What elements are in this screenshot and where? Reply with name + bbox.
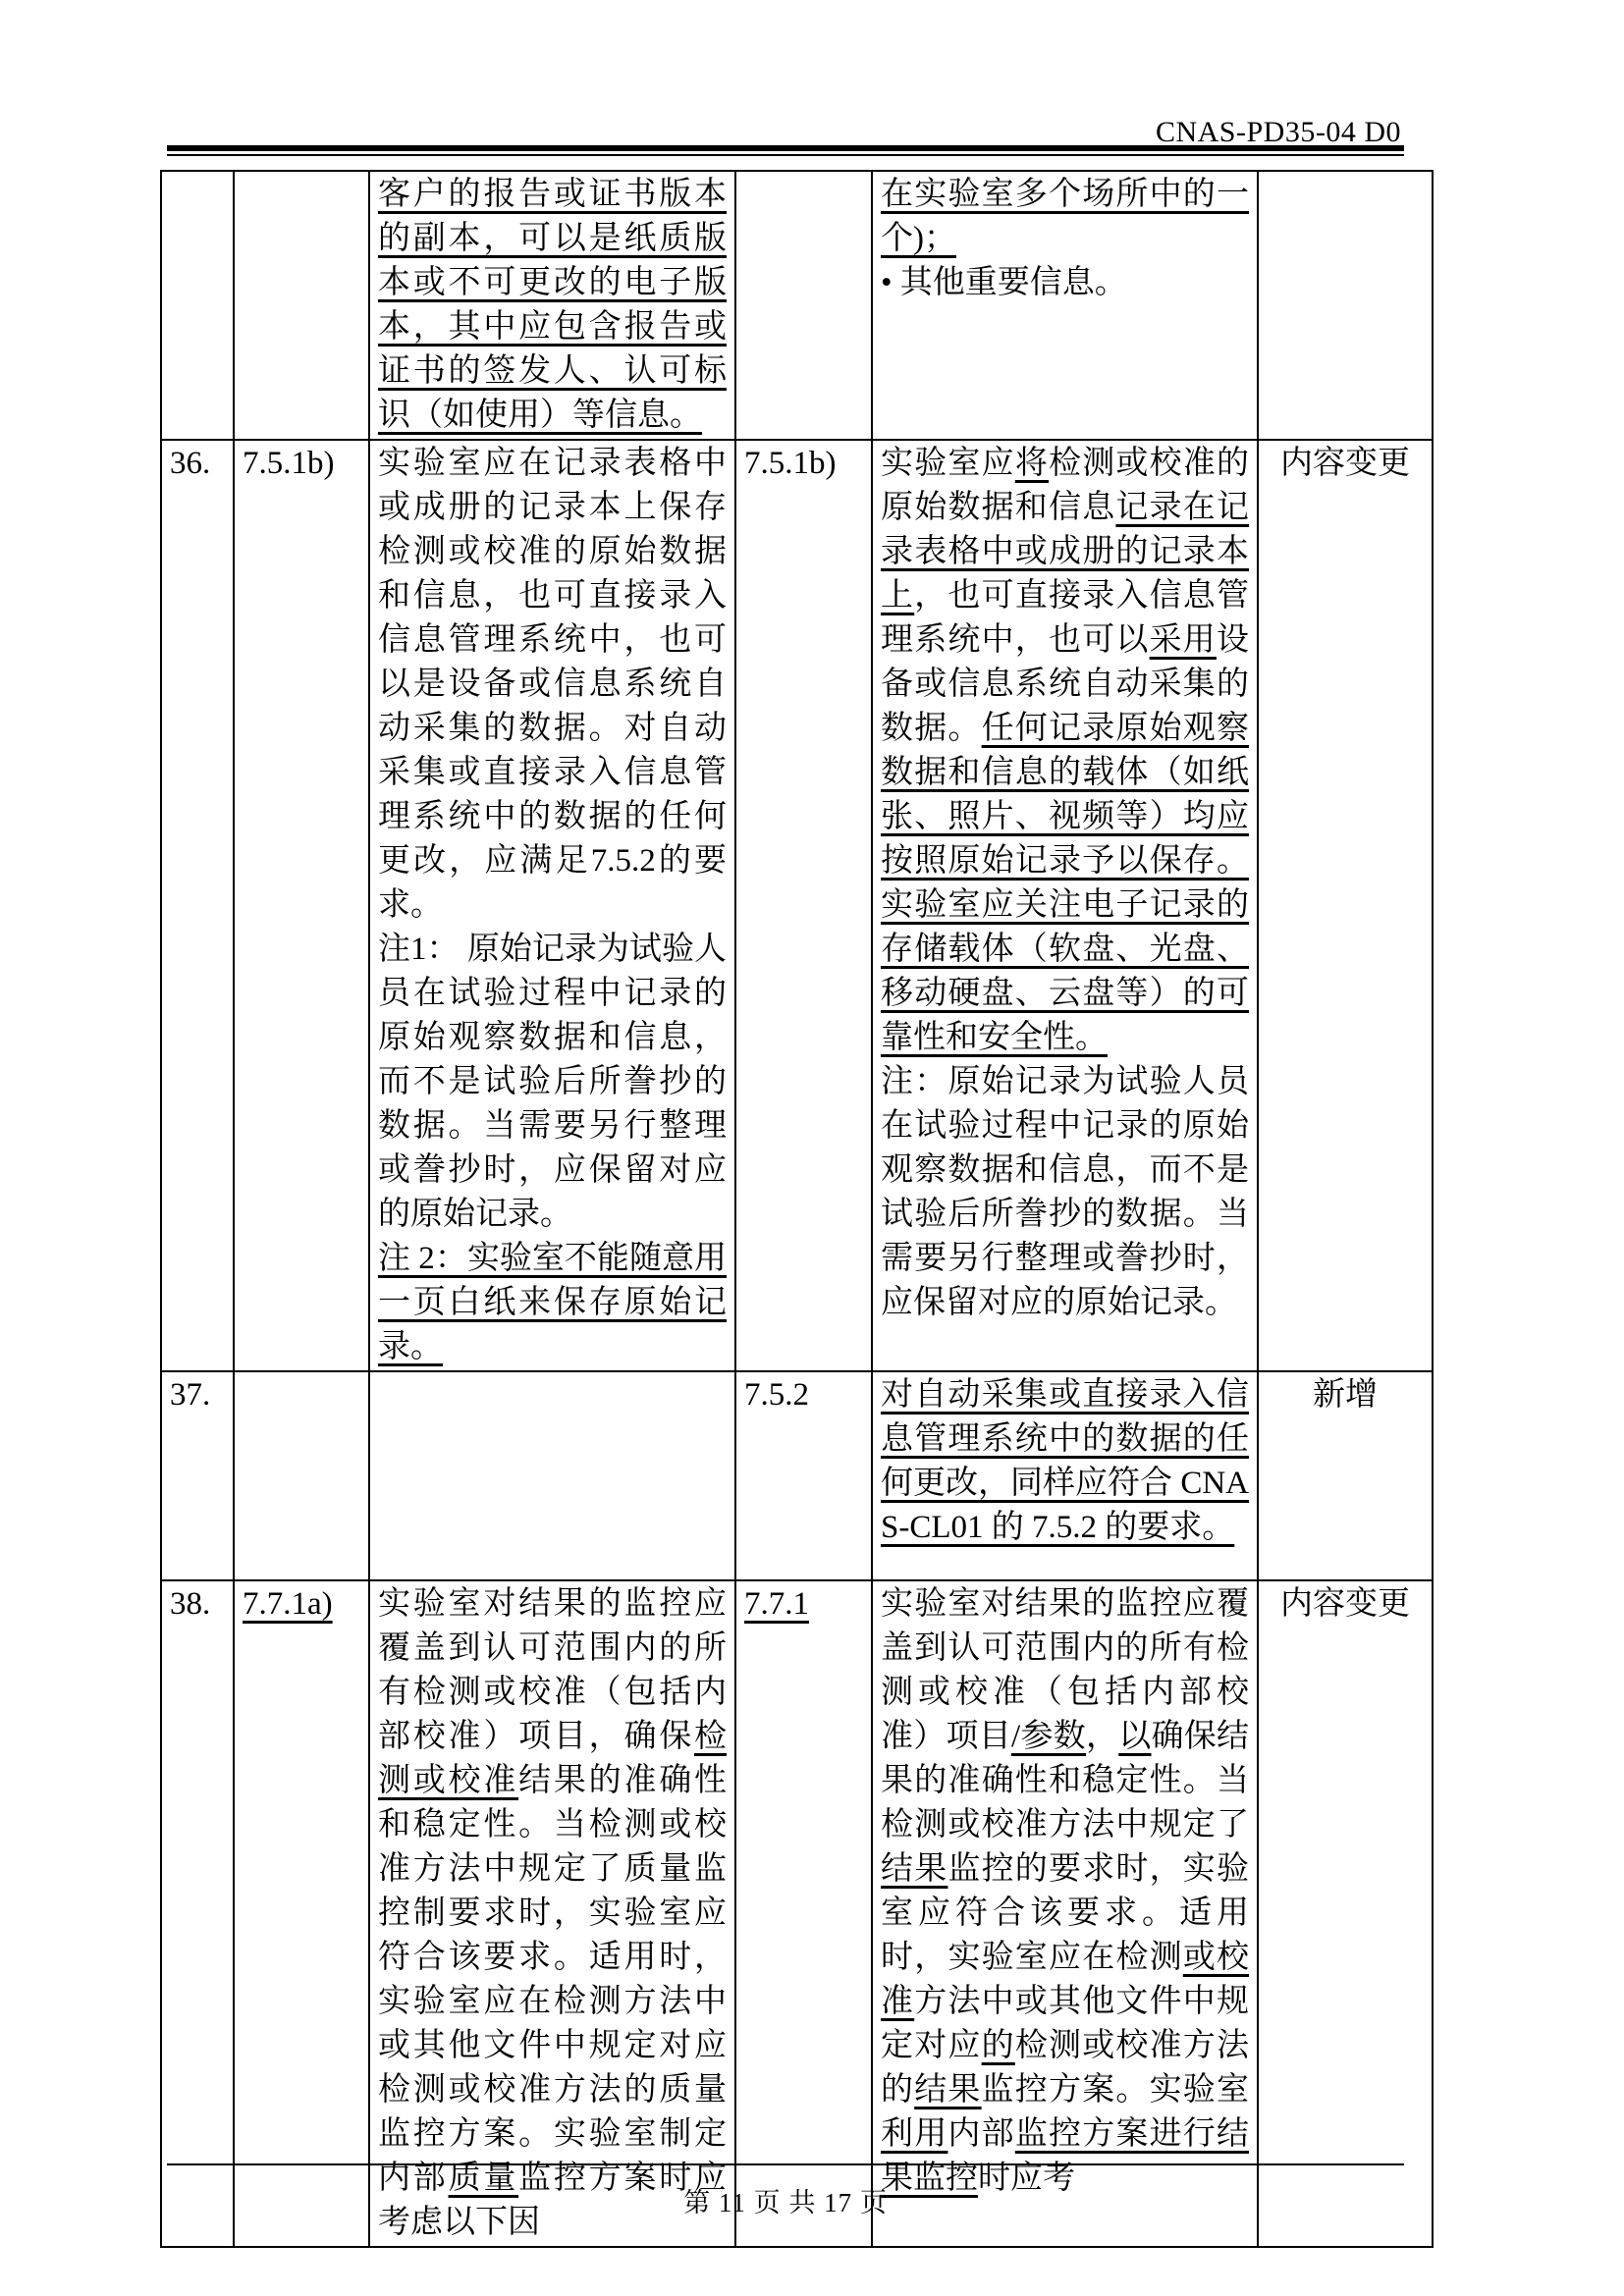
row-number-cell: 37. [161, 1371, 234, 1580]
paragraph: 在实验室多个场所中的一个)； [881, 177, 1249, 256]
old-clause-cell [234, 1580, 369, 2247]
new-text-cell [872, 171, 1258, 440]
new-clause-cell [735, 171, 872, 440]
paragraph: 注1： 原始记录为试验人员在试验过程中记录的原始观察数据和信息，而不是试验后所誊抄的数据。当需要另行整理或誊抄时，应保留对应的原始记录。 [378, 932, 727, 1232]
paragraph: • 其他重要信息。 [881, 265, 1127, 300]
new-clause: 7.5.1b) [744, 446, 837, 481]
new-text-cell [872, 440, 1258, 1371]
header-rule [167, 145, 1404, 156]
change-type-cell: 内容变更 [1258, 1580, 1433, 2247]
change-type-cell: 内容变更 [1258, 440, 1433, 1371]
table-row [161, 171, 1433, 440]
paragraph: 注 2：实验室不能随意用一页白纸来保存原始记录。 [378, 1241, 727, 1364]
old-text-cell [369, 440, 735, 1371]
new-text-cell [872, 1580, 1258, 2247]
paragraph: 实验室对结果的监控应覆盖到认可范围内的所有检测或校准（包括内部校准）项目/参数，以确保结果的准确性和稳定性。当检测或校准方法中规定了结果监控的要求时，实验室应符合该要求。适用时，实验室应在检测或校准方法中或其他文件中规定对应的检测或校准方法的结果监控方案。实验室利用内部监控方案进行结果监控时应考 [881, 1586, 1250, 2196]
new-clause-cell [735, 1371, 872, 1580]
paragraph: 实验室应将检测或校准的原始数据和信息记录在记录表格中或成册的记录本上，也可直接录入信息管理系统中，也可以采用设备或信息系统自动采集的数据。任何记录原始观察数据和信息的载体（如纸张、照片、视频等）均应按照原始记录予以保存。 实验室应关注电子记录的存储载体（软盘、光盘、移动硬盘、云盘等）的可靠性和安全性。 [881, 446, 1250, 1055]
row-number-cell: 36. [161, 440, 234, 1371]
old-clause: 7.5.1b) [243, 446, 335, 481]
paragraph: 对自动采集或直接录入信息管理系统中的数据的任何更改，同样应符合 CNAS-CL01 的 7.5.2 的要求。 [881, 1377, 1249, 1545]
row-number-cell [161, 171, 234, 440]
new-text-cell [872, 1371, 1258, 1580]
old-text-cell [369, 171, 735, 440]
new-clause-cell [735, 1580, 872, 2247]
old-text-cell [369, 1580, 735, 2247]
page-number: 第 11 页 共 17 页 [683, 2188, 888, 2217]
paragraph: 实验室对结果的监控应覆盖到认可范围内的所有检测或校准（包括内部校准）项目，确保检测或校准结果的准确性和稳定性。当检测或校准方法中规定了质量监控制要求时，实验室应符合该要求。适用时，实验室应在检测方法中或其他文件中规定对应检测或校准方法的质量监控方案。实验室制定内部质量监控方案时应考虑以下因 [378, 1586, 728, 2240]
table-row [161, 1371, 1433, 1580]
footer-rule [167, 2163, 1404, 2165]
change-type-cell: 新增 [1258, 1371, 1433, 1580]
old-clause-cell [234, 1371, 369, 1580]
paragraph: 实验室应在记录表格中或成册的记录本上保存检测或校准的原始数据和信息，也可直接录入信息管理系统中，也可以是设备或信息系统自动采集的数据。对自动采集或直接录入信息管理系统中的数据的任何更改，应满足7.5.2的要求。 [378, 446, 727, 923]
table-row [161, 440, 1433, 1371]
old-clause-cell [234, 440, 369, 1371]
table-row [161, 1580, 1433, 2247]
comparison-table [160, 170, 1434, 2248]
change-type-cell [1258, 171, 1433, 440]
paragraph: 客户的报告或证书版本的副本，可以是纸质版本或不可更改的电子版本，其中应包含报告或证书的签发人、认可标识（如使用）等信息。 [378, 177, 727, 433]
new-clause-cell [735, 440, 872, 1371]
new-clause: 7.7.1 [744, 1586, 809, 1622]
old-clause-cell [234, 171, 369, 440]
doc-code: CNAS-PD35-04 D0 [1155, 116, 1401, 148]
row-number-cell: 38. [161, 1580, 234, 2247]
paragraph: 注：原始记录为试验人员在试验过程中记录的原始观察数据和信息，而不是试验后所誊抄的数据。当需要另行整理或誊抄时，应保留对应的原始记录。 [881, 1064, 1249, 1320]
old-text-cell [369, 1371, 735, 1580]
old-clause: 7.7.1a) [243, 1586, 333, 1622]
new-clause: 7.5.2 [744, 1377, 809, 1413]
